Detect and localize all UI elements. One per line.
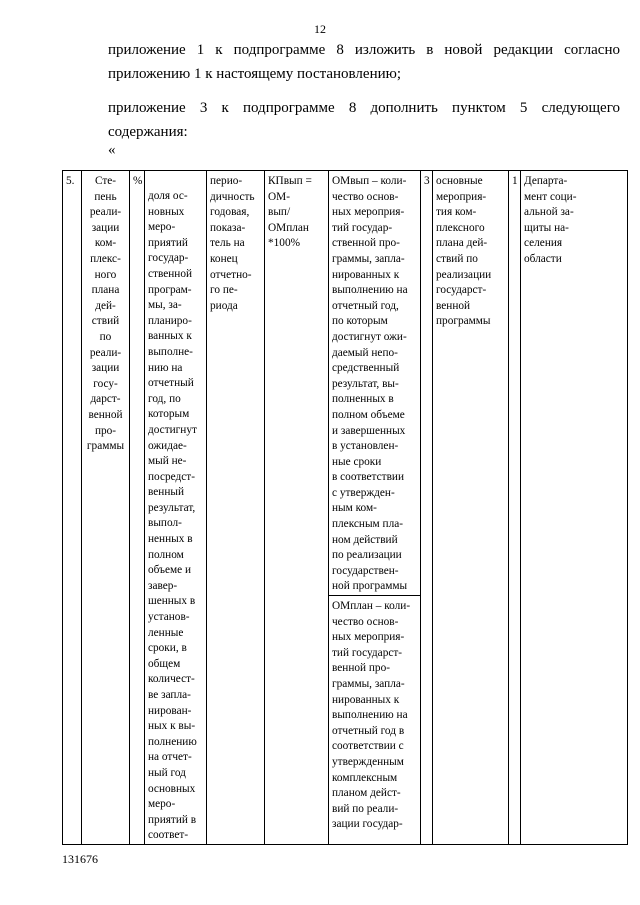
table-row [63,171,628,596]
paragraph-1 [80,38,620,86]
indicator-name-cell: Сте- пень реали- зации ком- плекс- ного плана дей- ствий по реали- зации госу- дарст- венной про- граммы [82,171,130,845]
code-a-cell: 3 [421,171,433,845]
unit-cell: % [130,171,145,845]
page-number: 12 [314,22,326,36]
variable-om-plan-cell: ОМплан – коли- чество основ- ных мероприя- тий государст- венной про- граммы, запла- нированных к выполнению на отчетный год в соответствии с утвержденным комплексным планом дейст- вий по реали- зации государ- [329,596,421,845]
row-number-cell: 5. [63,171,82,845]
periodicity-cell: перио- дичность годовая, показа- тель на конец отчетно- го пе- риода [207,171,265,845]
variable-om-vyp-cell: ОМвып – коли- чество основ- ных мероприя- тий государ- ственной про- граммы, запла- нированных к выполнению на отчетный год, по которым достигнут ожи- даемый непо- средственный результат, вы- полненных в полном объеме и завершенных в установлен- ные сроки в соответствии с утвержден- ным ком- плексным пла- ном действий по реализации государствен- ной программы [329,171,421,596]
definition-cell: доля ос- новных меро- приятий государ- ственной програм- мы, за- планиро- ванных к выполне- нию на отчетный год, по которым достигнут ожидае- мый не- посредст- венный результат, выпол- ненных в полном объеме и завер- шенных в установ- ленные сроки, в общем количест- ве запла- нирован- ных к вы- полнению на отчет- ный год основных меро- приятий в соответ- [145,171,207,845]
footer-code: 131676 [62,852,98,866]
source-cell: основные мероприя- тия ком- плексного плана дей- ствий по реализации государст- венной программы [433,171,509,845]
indicator-table [62,170,628,845]
paragraph-1-text: приложение 1 к подпрограмме 8 изложить в новой редакции согласно приложению 1 к настоящему постановлению; [108,42,620,82]
paragraph-2-text: приложение 3 к подпрограмме 8 дополнить пунктом 5 следующего содержания: [108,100,620,140]
paragraph-2 [80,96,620,144]
opening-quote-mark: « [108,142,116,158]
code-b-cell: 1 [509,171,521,845]
responsible-cell: Департа- мент соци- альной за- щиты на- селения области [521,171,628,845]
formula-cell: КПвып = ОМ- вып/ОМплан *100% [265,171,329,845]
